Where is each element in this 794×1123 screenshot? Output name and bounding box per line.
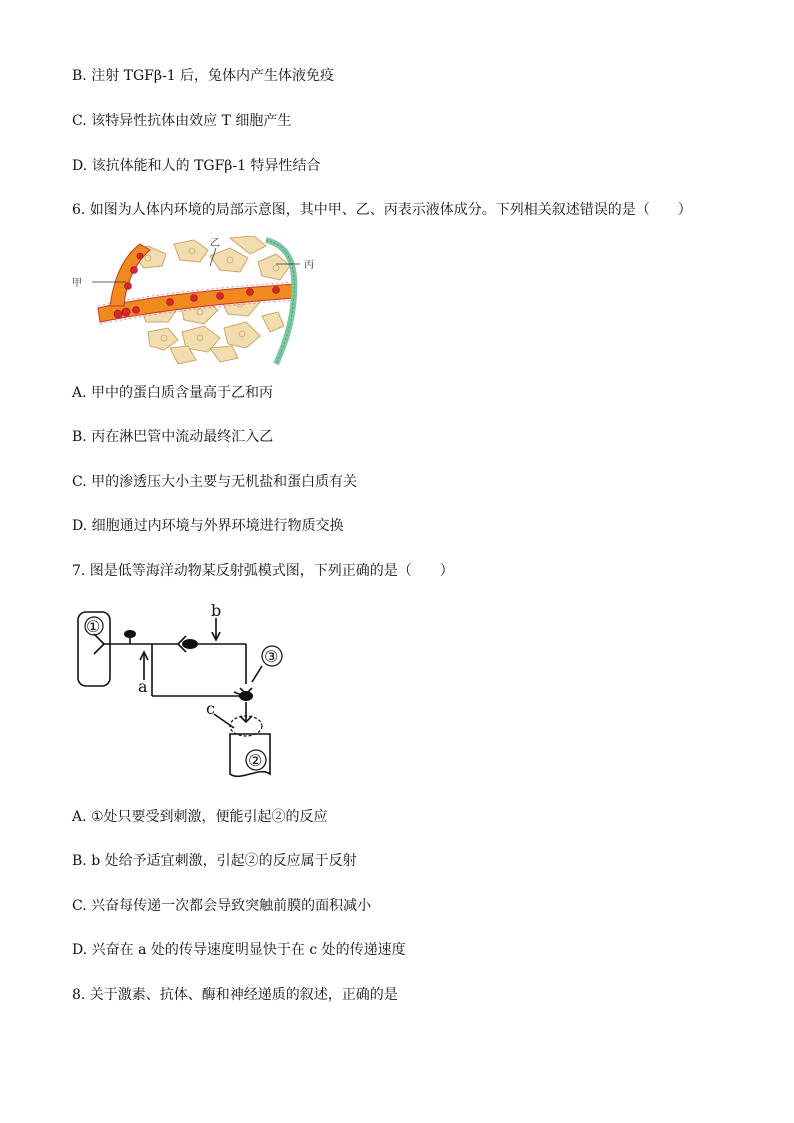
label-bing: 丙	[304, 260, 314, 271]
q8-stem: 8. 关于激素、抗体、酶和神经递质的叙述，正确的是	[72, 987, 398, 1003]
q7-stem: 7. 图是低等海洋动物某反射弧模式图，下列正确的是（ ）	[72, 563, 454, 579]
label-yi: 乙	[210, 238, 220, 249]
label-circle-1: ①	[86, 617, 101, 636]
q6-option-d: D. 细胞通过内环境与外界环境进行物质交换	[72, 518, 344, 534]
q7-option-b: B. b 处给予适宜刺激，引起②的反应属于反射	[72, 853, 357, 869]
q6-stem: 6. 如图为人体内环境的局部示意图，其中甲、乙、丙表示液体成分。下列相关叙述错误的是（ ）	[72, 202, 692, 218]
label-circle-2: ②	[248, 751, 263, 770]
internal-environment-figure	[70, 236, 330, 366]
q6-option-b: B. 丙在淋巴管中流动最终汇入乙	[72, 429, 274, 445]
label-c: c	[206, 699, 215, 718]
label-a: a	[138, 677, 148, 696]
q6-option-c: C. 甲的渗透压大小主要与无机盐和蛋白质有关	[72, 474, 358, 490]
q6-option-a: A. 甲中的蛋白质含量高于乙和丙	[72, 385, 274, 401]
q7-option-c: C. 兴奋每传递一次都会导致突触前膜的面积减小	[72, 898, 372, 914]
label-jia: 甲	[72, 278, 82, 289]
q5-option-c: C. 该特异性抗体由效应 T 细胞产生	[72, 113, 292, 129]
label-b: b	[211, 604, 222, 620]
q7-option-d: D. 兴奋在 a 处的传导速度明显快于在 c 处的传递速度	[72, 942, 406, 958]
label-circle-3: ③	[264, 647, 279, 666]
q7-option-a: A. ①处只要受到刺激，便能引起②的反应	[72, 809, 328, 825]
reflex-arc-figure	[74, 604, 304, 780]
q5-option-d: D. 该抗体能和人的 TGFβ-1 特异性结合	[72, 158, 321, 174]
q5-option-b: B. 注射 TGFβ-1 后，兔体内产生体液免疫	[72, 68, 335, 84]
